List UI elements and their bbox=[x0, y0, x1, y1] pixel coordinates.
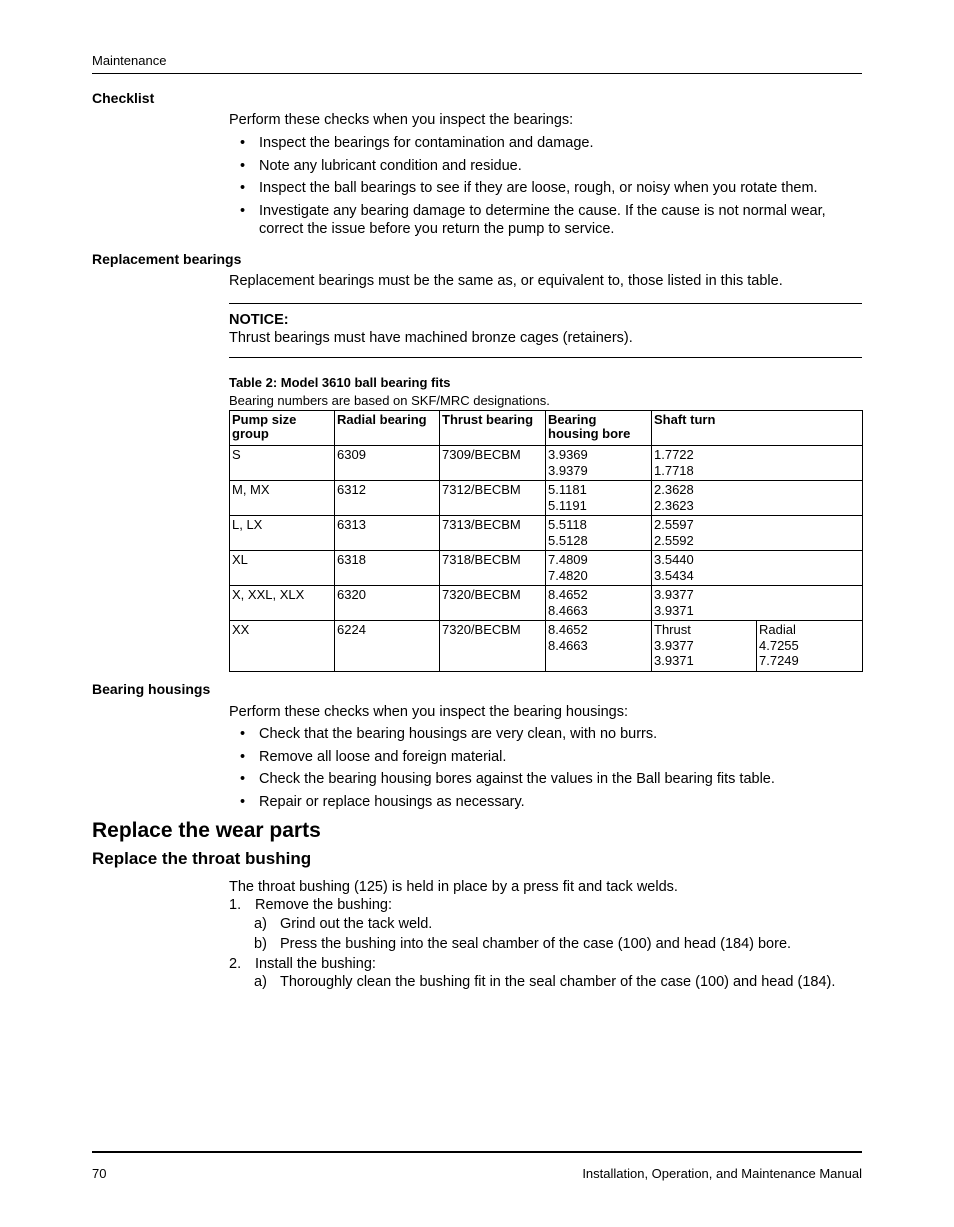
running-header: Maintenance bbox=[92, 53, 167, 68]
cell-group: M, MX bbox=[230, 481, 335, 516]
cell-thrust: 7320/BECBM bbox=[440, 621, 546, 672]
notice-text: Thrust bearings must have machined bronze cages (retainers). bbox=[229, 330, 633, 346]
substep-label: b) bbox=[254, 936, 267, 952]
cell-thrust: 7320/BECBM bbox=[440, 586, 546, 621]
replacement-intro: Replacement bearings must be the same as, or equivalent to, those listed in this table. bbox=[229, 273, 783, 289]
cell-radial: 6312 bbox=[335, 481, 440, 516]
cell-group: XL bbox=[230, 551, 335, 586]
list-item: • Remove all loose and foreign material. bbox=[229, 748, 861, 766]
cell-thrust: 7313/BECBM bbox=[440, 516, 546, 551]
table-row bbox=[230, 621, 863, 672]
cell-shaft: 1.7722 1.7718 bbox=[652, 446, 863, 481]
housings-heading: Bearing housings bbox=[92, 681, 211, 697]
column-header: Bearing housing bore bbox=[546, 411, 652, 446]
list-item: • Inspect the bearings for contamination and damage. bbox=[229, 134, 861, 152]
cell-bore: 3.9369 3.9379 bbox=[546, 446, 652, 481]
substep-label: a) bbox=[254, 916, 267, 932]
cell-radial: 6318 bbox=[335, 551, 440, 586]
cell-shaft-thrust: Thrust 3.9377 3.9371 bbox=[652, 621, 757, 672]
cell-group: S bbox=[230, 446, 335, 481]
substep bbox=[254, 973, 859, 993]
cell-bore: 7.4809 7.4820 bbox=[546, 551, 652, 586]
table-note: Bearing numbers are based on SKF/MRC designations. bbox=[229, 393, 550, 408]
cell-bore: 8.4652 8.4663 bbox=[546, 586, 652, 621]
cell-group: XX bbox=[230, 621, 335, 672]
list-item: • Check the bearing housing bores against the values in the Ball bearing fits table. bbox=[229, 770, 861, 788]
cell-shaft-radial: Radial 4.7255 7.7249 bbox=[757, 621, 863, 672]
cell-thrust: 7312/BECBM bbox=[440, 481, 546, 516]
cell-shaft: 2.5597 2.5592 bbox=[652, 516, 863, 551]
step-text: Install the bushing: bbox=[255, 956, 376, 972]
cell-shaft: 3.5440 3.5434 bbox=[652, 551, 863, 586]
table-header-row bbox=[230, 411, 863, 446]
cell-bore: 8.4652 8.4663 bbox=[546, 621, 652, 672]
notice-bottom-rule bbox=[229, 357, 862, 358]
step-1 bbox=[229, 896, 859, 916]
column-header: Thrust bearing bbox=[440, 411, 546, 446]
list-item: • Inspect the ball bearings to see if they are loose, rough, or noisy when you rotate them. bbox=[229, 179, 861, 197]
cell-group: L, LX bbox=[230, 516, 335, 551]
cell-bore: 5.1181 5.1191 bbox=[546, 481, 652, 516]
section-title: Replace the wear parts bbox=[92, 819, 321, 842]
table-row bbox=[230, 481, 863, 516]
notice-top-rule bbox=[229, 303, 862, 304]
subsection-title: Replace the throat bushing bbox=[92, 849, 312, 868]
cell-thrust: 7309/BECBM bbox=[440, 446, 546, 481]
substep bbox=[254, 935, 859, 955]
replacement-heading: Replacement bearings bbox=[92, 251, 242, 267]
substep-label: a) bbox=[254, 974, 267, 990]
page-number: 70 bbox=[92, 1166, 107, 1181]
cell-bore: 5.5118 5.5128 bbox=[546, 516, 652, 551]
list-item: • Repair or replace housings as necessary. bbox=[229, 793, 861, 811]
substep-text: Thoroughly clean the bushing fit in the seal chamber of the case (100) and head (184). bbox=[280, 974, 836, 990]
list-item: • Investigate any bearing damage to determine the cause. If the cause is not normal wear, correct the issue before you return the pump to service. bbox=[229, 202, 861, 238]
cell-radial: 6313 bbox=[335, 516, 440, 551]
cell-shaft: 2.3628 2.3623 bbox=[652, 481, 863, 516]
table-row bbox=[230, 516, 863, 551]
column-header: Shaft turn bbox=[652, 411, 863, 446]
wear-intro: The throat bushing (125) is held in place by a press fit and tack welds. bbox=[229, 879, 678, 895]
checklist-list bbox=[229, 134, 861, 242]
cell-group: X, XXL, XLX bbox=[230, 586, 335, 621]
substep-text: Press the bushing into the seal chamber of the case (100) and head (184) bore. bbox=[280, 936, 792, 952]
cell-shaft: 3.9377 3.9371 bbox=[652, 586, 863, 621]
list-item: • Note any lubricant condition and residue. bbox=[229, 157, 861, 175]
list-item: • Check that the bearing housings are very clean, with no burrs. bbox=[229, 725, 861, 743]
column-header: Pump size group bbox=[230, 411, 335, 446]
manual-title: Installation, Operation, and Maintenance Manual bbox=[582, 1166, 862, 1181]
cell-thrust: 7318/BECBM bbox=[440, 551, 546, 586]
bearing-fits-table bbox=[229, 410, 863, 672]
cell-radial: 6320 bbox=[335, 586, 440, 621]
substep-text: Grind out the tack weld. bbox=[280, 916, 433, 932]
table-row bbox=[230, 446, 863, 481]
housings-intro: Perform these checks when you inspect the bearing housings: bbox=[229, 704, 628, 720]
cell-radial: 6224 bbox=[335, 621, 440, 672]
table-row bbox=[230, 551, 863, 586]
column-header: Radial bearing bbox=[335, 411, 440, 446]
checklist-intro: Perform these checks when you inspect the bearings: bbox=[229, 112, 574, 128]
housings-list bbox=[229, 725, 861, 815]
footer-rule bbox=[92, 1151, 862, 1153]
cell-radial: 6309 bbox=[335, 446, 440, 481]
checklist-heading: Checklist bbox=[92, 90, 155, 106]
step-2 bbox=[229, 955, 859, 975]
header-rule bbox=[92, 73, 862, 74]
table-title: Table 2: Model 3610 ball bearing fits bbox=[229, 375, 451, 390]
step-text: Remove the bushing: bbox=[255, 897, 393, 913]
table-row bbox=[230, 586, 863, 621]
step-number: 2. bbox=[229, 956, 242, 972]
substep bbox=[254, 915, 859, 935]
step-number: 1. bbox=[229, 897, 242, 913]
notice-title: NOTICE: bbox=[229, 312, 289, 328]
